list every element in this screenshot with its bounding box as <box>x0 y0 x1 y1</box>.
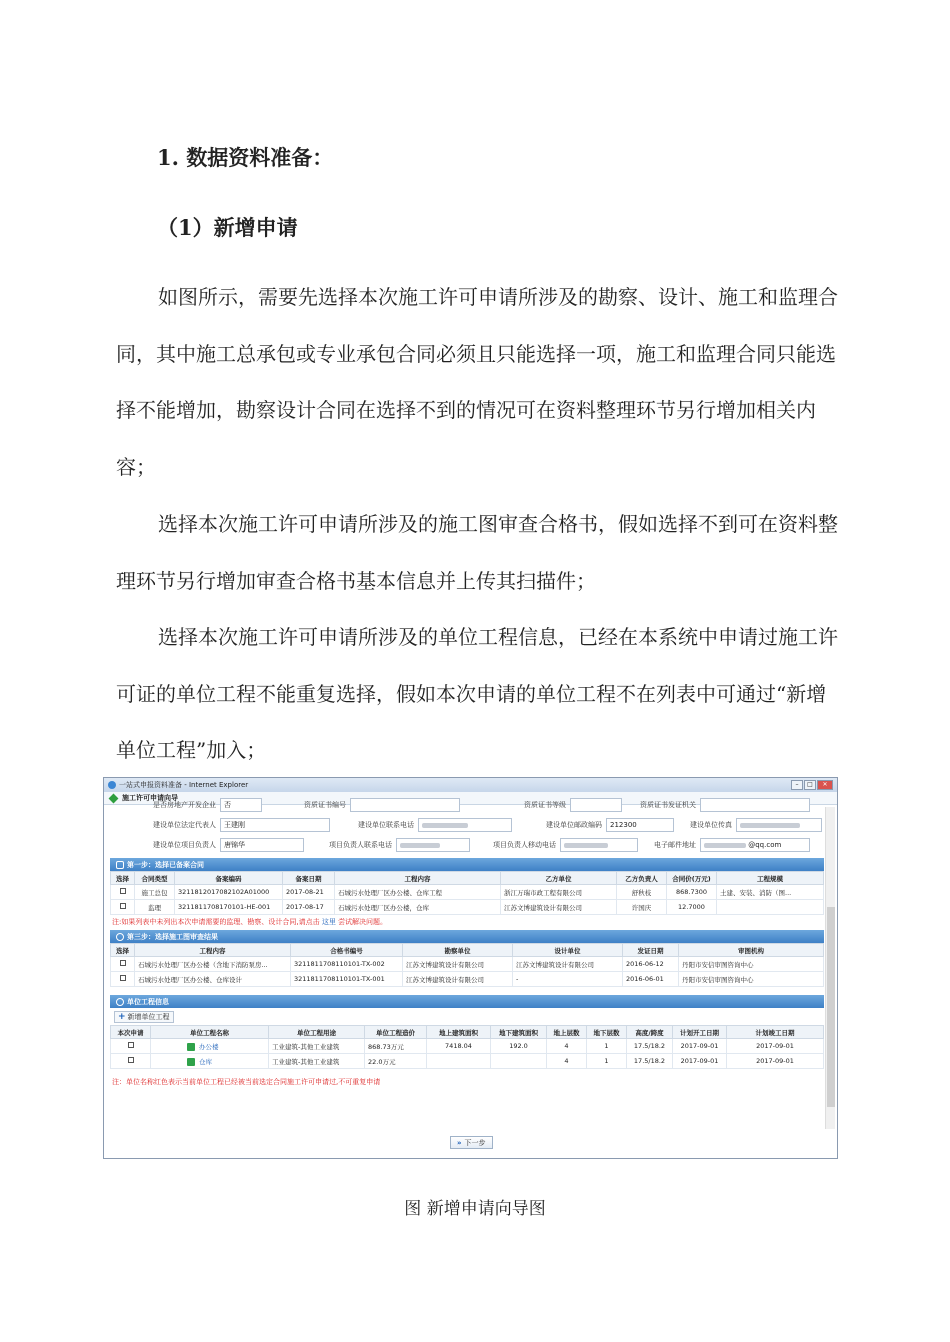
field-label: 资质证书发证机关 <box>640 801 696 809</box>
form-row <box>110 815 824 835</box>
column-header: 单位工程造价 <box>365 1026 427 1039</box>
column-header: 工程内容 <box>135 944 291 957</box>
units-note: 注：单位名称红色表示当前单位工程已经被当前选定合同施工许可申请过,不可重复申请 <box>112 1078 381 1086</box>
table-row[interactable] <box>111 885 824 900</box>
table-cell <box>427 1054 491 1069</box>
scrollbar[interactable] <box>825 807 835 1129</box>
table-cell: 17.5/18.2 <box>627 1054 673 1069</box>
table-cell: 石城污水处理厂区办公楼（含地下消防泵房... <box>135 957 291 972</box>
select-checkbox[interactable] <box>120 975 126 981</box>
form-row <box>110 835 824 855</box>
column-header: 乙方负责人 <box>617 872 667 885</box>
column-header: 本次申请 <box>111 1026 151 1039</box>
table-cell: 1 <box>587 1054 627 1069</box>
table-cell: 17.5/18.2 <box>627 1039 673 1054</box>
column-header: 设计单位 <box>513 944 623 957</box>
select-checkbox[interactable] <box>128 1057 134 1063</box>
scroll-thumb[interactable] <box>827 907 835 1107</box>
paragraph-text: 如图所示，需要先选择本次施工许可申请所涉及的勘察、设计、施工和监理合同，其中施工总承包或专业承包合同必须且只能选择一项，施工和监理合同只能选择不能增加，勘察设计合同在选择不到的情况可在资料整理环节另行增加相关内容； <box>116 285 838 479</box>
table-cell: 868.7300 <box>667 885 717 900</box>
column-header: 计划竣工日期 <box>727 1026 824 1039</box>
help-link[interactable]: 这里 <box>321 918 336 926</box>
column-header: 地上层数 <box>547 1026 587 1039</box>
field-label: 建设单位法定代表人 <box>153 821 216 829</box>
column-header: 高度/跨度 <box>627 1026 673 1039</box>
table-cell: 4 <box>547 1054 587 1069</box>
pm-phone-field[interactable] <box>396 838 470 852</box>
field-label: 建设单位项目负责人 <box>153 841 216 849</box>
paragraph-drawings <box>116 496 838 609</box>
table-cell: 江苏文博建筑设计有限公司 <box>501 900 617 915</box>
table-cell: 12.7000 <box>667 900 717 915</box>
email-domain: @qq.com <box>748 841 782 849</box>
table-cell: 3211811708110101-TX-002 <box>291 957 403 972</box>
table-row[interactable] <box>111 1039 824 1054</box>
real-estate-select[interactable]: 否 <box>220 798 262 812</box>
units-table <box>110 1025 824 1069</box>
table-cell: 丹阳市安信审图咨询中心 <box>679 957 824 972</box>
cert-grade-select[interactable] <box>570 798 622 812</box>
table-cell: 868.73万元 <box>365 1039 427 1054</box>
column-header: 工程内容 <box>335 872 501 885</box>
field-label: 建设单位联系电话 <box>358 821 414 829</box>
ie-logo-icon <box>108 781 116 789</box>
step3-title: 第三步：选择施工图审查结果 <box>127 932 218 941</box>
table-cell: 石城污水处理厂区办公楼、仓库工程 <box>335 885 501 900</box>
column-header: 地上建筑面积 <box>427 1026 491 1039</box>
circle-icon <box>116 998 124 1006</box>
table-cell: 江苏文博建筑设计有限公司 <box>513 957 623 972</box>
next-step-button[interactable] <box>450 1136 493 1149</box>
document-icon <box>116 861 124 869</box>
field-label: 是否房地产开发企业 <box>153 801 216 809</box>
double-arrow-icon: » <box>457 1138 462 1147</box>
phone-field[interactable] <box>418 818 512 832</box>
window-title: 一站式申报资料准备 - Internet Explorer <box>119 781 249 789</box>
add-unit-button[interactable] <box>114 1011 174 1023</box>
table-cell: 江苏文博建筑设计有限公司 <box>403 957 513 972</box>
column-header: 地下建筑面积 <box>491 1026 547 1039</box>
cert-authority-field[interactable] <box>700 798 810 812</box>
wizard-content <box>110 801 824 1147</box>
table-cell: 2017-09-01 <box>673 1039 727 1054</box>
table-cell: 3211812017082102A01000 <box>175 885 283 900</box>
table-cell: 丹阳市安信审图咨询中心 <box>679 972 824 987</box>
circle-icon <box>116 933 124 941</box>
select-checkbox[interactable] <box>120 888 126 894</box>
table-cell: - <box>513 972 623 987</box>
step3-header <box>110 930 824 943</box>
select-checkbox[interactable] <box>120 960 126 966</box>
table-cell: 2017-08-21 <box>283 885 335 900</box>
column-header: 乙方单位 <box>501 872 617 885</box>
field-label: 建设单位邮政编码 <box>546 821 602 829</box>
add-unit-label: 新增单位工程 <box>127 1013 170 1021</box>
field-label: 建设单位传真 <box>690 821 732 829</box>
table-cell <box>491 1054 547 1069</box>
plus-icon: + <box>118 1012 126 1022</box>
project-manager-field[interactable]: 唐锦华 <box>220 838 304 852</box>
table-cell: 2017-09-01 <box>727 1054 824 1069</box>
table-cell: 2016-06-12 <box>623 957 679 972</box>
column-header: 地下层数 <box>587 1026 627 1039</box>
table-cell: 2017-08-17 <box>283 900 335 915</box>
table-cell: 22.0万元 <box>365 1054 427 1069</box>
table-cell: 江苏文博建筑设计有限公司 <box>403 972 513 987</box>
column-header: 备案编码 <box>175 872 283 885</box>
paragraph-text: 选择本次施工许可申请所涉及的单位工程信息，已经在本系统中申请过施工许可证的单位工程不能重复选择，假如本次申请的单位工程不在列表中可通过“新增单位工程”加入； <box>116 625 838 762</box>
column-header: 审图机构 <box>679 944 824 957</box>
next-step-label: 下一步 <box>464 1138 486 1147</box>
table-cell: 施工总包 <box>135 885 175 900</box>
legal-rep-field[interactable]: 王建刚 <box>220 818 330 832</box>
column-header: 合同价(万元) <box>667 872 717 885</box>
email-field[interactable] <box>700 838 810 852</box>
table-cell: 2017-09-01 <box>673 1054 727 1069</box>
column-header: 发证日期 <box>623 944 679 957</box>
table-cell: 土建、安装、消防（图... <box>717 885 824 900</box>
table-row[interactable] <box>111 900 824 915</box>
table-cell: 4 <box>547 1039 587 1054</box>
step1-title: 第一步：选择已备案合同 <box>127 860 204 869</box>
step1-header <box>110 858 824 871</box>
fax-field[interactable] <box>736 818 822 832</box>
table-row[interactable] <box>111 957 824 972</box>
table-row[interactable] <box>111 1054 824 1069</box>
column-header: 合同类型 <box>135 872 175 885</box>
table-cell: 工业建筑-其他工业建筑 <box>269 1039 365 1054</box>
column-header: 合格书编号 <box>291 944 403 957</box>
maximize-button[interactable]: □ <box>804 780 816 790</box>
next-step-area <box>450 1136 493 1149</box>
table-cell: 2016-06-01 <box>623 972 679 987</box>
building-icon <box>187 1058 195 1066</box>
units-title: 单位工程信息 <box>127 997 169 1006</box>
table-cell: 7418.04 <box>427 1039 491 1054</box>
form-row <box>110 795 824 815</box>
column-header: 选择 <box>111 872 135 885</box>
building-icon <box>187 1043 195 1051</box>
wizard-screenshot <box>103 777 838 1159</box>
contracts-table <box>110 871 824 915</box>
field-label: 项目负责人联系电话 <box>329 841 392 849</box>
wizard-title: 施工许可申请向导 <box>122 794 178 802</box>
column-header: 选择 <box>111 944 135 957</box>
pm-mobile-field[interactable] <box>560 838 638 852</box>
table-cell: 3211811708170101-HE-001 <box>175 900 283 915</box>
column-header: 单位工程名称 <box>151 1026 269 1039</box>
table-row[interactable] <box>111 972 824 987</box>
field-label: 项目负责人移动电话 <box>493 841 556 849</box>
table-cell: 许国庆 <box>617 900 667 915</box>
table-cell: 3211811708110101-TX-001 <box>291 972 403 987</box>
table-cell: 石城污水处理厂区办公楼、仓库设计 <box>135 972 291 987</box>
field-label: 电子邮件地址 <box>654 841 696 849</box>
table-cell <box>717 900 824 915</box>
column-header: 备案日期 <box>283 872 335 885</box>
unit-name-link[interactable]: 仓库 <box>199 1057 212 1066</box>
unit-name-link[interactable]: 办公楼 <box>199 1042 219 1051</box>
figure-caption: 图 新增申请向导图 <box>404 1199 546 1219</box>
select-checkbox[interactable] <box>120 903 126 909</box>
field-label: 资质证书编号 <box>304 801 346 809</box>
column-header: 计划开工日期 <box>673 1026 727 1039</box>
column-header: 工程规模 <box>717 872 824 885</box>
note-text: 注:如果列表中未列出本次申请需要的监理、勘察、设计合同,请点击 <box>112 918 320 926</box>
postcode-field[interactable]: 212300 <box>606 818 674 832</box>
table-cell: 2017-09-01 <box>727 1039 824 1054</box>
browser-title-bar <box>104 778 837 792</box>
table-cell: 舒秋枝 <box>617 885 667 900</box>
column-header: 勘察单位 <box>403 944 513 957</box>
cert-number-field[interactable] <box>350 798 460 812</box>
paragraph-text: 选择本次施工许可申请所涉及的施工图审查合格书，假如选择不到可在资料整理环节另行增加审查合格书基本信息并上传其扫描件； <box>116 512 838 593</box>
units-header <box>110 995 824 1008</box>
minimize-button[interactable]: – <box>791 780 803 790</box>
step1-note <box>110 915 824 930</box>
table-cell: 浙江万瑞市政工程有限公司 <box>501 885 617 900</box>
column-header: 单位工程用途 <box>269 1026 365 1039</box>
table-cell: 监理 <box>135 900 175 915</box>
note-text: 尝试解决问题。 <box>338 918 388 926</box>
table-cell: 1 <box>587 1039 627 1054</box>
paragraph-contracts <box>116 269 838 495</box>
section-heading: 1. 数据资料准备： <box>157 145 334 170</box>
select-checkbox[interactable] <box>128 1042 134 1048</box>
field-label: 资质证书等级 <box>524 801 566 809</box>
table-cell: 192.0 <box>491 1039 547 1054</box>
paragraph-units <box>116 609 838 779</box>
close-button[interactable]: ✕ <box>817 780 833 790</box>
table-cell: 石城污水处理厂区办公楼，仓库 <box>335 900 501 915</box>
table-cell: 工业建筑-其他工业建筑 <box>269 1054 365 1069</box>
drawings-table <box>110 943 824 987</box>
subsection-heading: （1）新增申请 <box>157 215 298 240</box>
